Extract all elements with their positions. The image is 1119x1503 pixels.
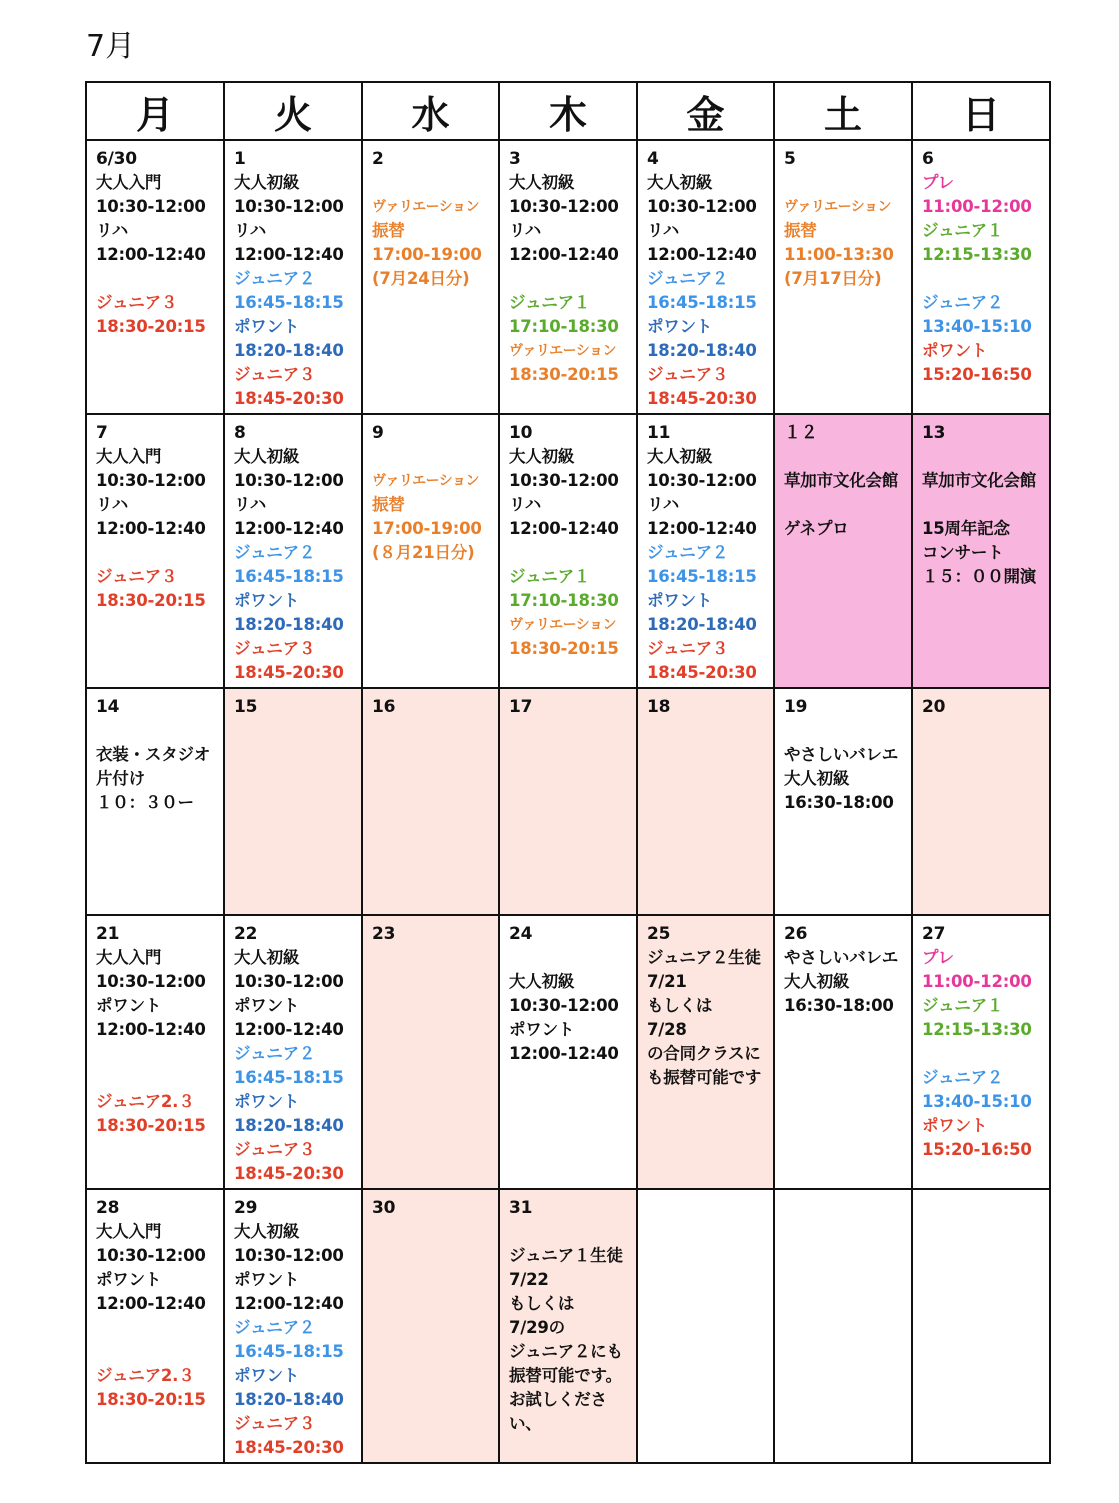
day-number: 2 [372, 149, 384, 169]
schedule-line: お試しくださ [509, 1390, 607, 1409]
schedule-line: 13:40-15:10 [922, 317, 1032, 336]
schedule-line: 15周年記念 [922, 519, 1010, 538]
schedule-line: ポワント [96, 1270, 162, 1289]
day-number: 20 [922, 697, 946, 717]
schedule-line: ポワント [234, 1092, 300, 1111]
schedule-line: 大人初級 [509, 173, 575, 192]
schedule-line: 16:45-18:15 [647, 293, 757, 312]
day-number: 7 [96, 423, 108, 443]
schedule-line: ポワント [509, 1020, 575, 1039]
schedule-line: ジュニア２生徒 [647, 948, 761, 967]
schedule-line: ジュニア１ [922, 221, 1004, 240]
schedule-line: 10:30-12:00 [234, 197, 344, 216]
day-cell [86, 140, 224, 414]
schedule-line: ジュニア２ [647, 269, 729, 288]
schedule-line: 大人入門 [96, 948, 162, 967]
day-number: 31 [509, 1198, 533, 1218]
schedule-line: 18:45-20:30 [234, 389, 344, 408]
day-cell [912, 915, 1050, 1189]
day-cell [499, 688, 637, 915]
schedule-line: １５：００開演 [922, 567, 1037, 586]
day-number: 19 [784, 697, 808, 717]
schedule-line: (7月17日分) [784, 269, 882, 288]
schedule-line: ジュニア３ [234, 1140, 316, 1159]
schedule-line: 18:45-20:30 [234, 663, 344, 682]
schedule-line: ジュニア１ [509, 567, 591, 586]
schedule-line: １０：３０ー [96, 793, 194, 812]
schedule-line [372, 445, 498, 469]
schedule-line: 7/28 [647, 1020, 687, 1039]
day-cell [637, 1189, 774, 1463]
schedule-line: 振替 [784, 221, 817, 240]
day-cell [224, 140, 362, 414]
schedule-line: ジュニア2.３ [96, 1092, 195, 1111]
schedule-line: 大人入門 [96, 173, 162, 192]
schedule-line: ヴァリエーション [509, 617, 617, 633]
schedule-line: ジュニア３ [96, 293, 178, 312]
day-number: 18 [647, 697, 671, 717]
schedule-line: 大人初級 [234, 948, 300, 967]
schedule-line: 15:20-16:50 [922, 365, 1032, 384]
schedule-line: 12:00-12:40 [647, 519, 757, 538]
schedule-line: 大人初級 [784, 769, 850, 788]
schedule-line: 10:30-12:00 [647, 471, 757, 490]
day-number: 28 [96, 1198, 120, 1218]
schedule-line: もしくは [509, 1294, 575, 1313]
schedule-line: ジュニア２ [234, 543, 316, 562]
day-number: 15 [234, 697, 258, 717]
day-cell [912, 1189, 1050, 1463]
day-cell [224, 915, 362, 1189]
schedule-line: 大人初級 [509, 447, 575, 466]
day-number [647, 1196, 773, 1220]
day-number: 8 [234, 423, 246, 443]
schedule-line: 7/29の [509, 1318, 565, 1337]
schedule-line: 12:00-12:40 [234, 1294, 344, 1313]
schedule-line: 大人初級 [234, 173, 300, 192]
schedule-line: 10:30-12:00 [509, 471, 619, 490]
schedule-line: ジュニア２ [234, 1318, 316, 1337]
day-cell [637, 915, 774, 1189]
schedule-line: 10:30-12:00 [234, 471, 344, 490]
schedule-line: ジュニア２ [647, 543, 729, 562]
schedule-line: ジュニア３ [234, 1414, 316, 1433]
day-number [922, 1196, 1049, 1220]
day-cell [912, 140, 1050, 414]
schedule-line: 18:20-18:40 [647, 341, 757, 360]
schedule-line [96, 1066, 223, 1090]
day-number: 21 [96, 924, 120, 944]
day-number: 24 [509, 924, 533, 944]
weekday-header: 金 [637, 82, 774, 140]
schedule-line [96, 267, 223, 291]
weekday-header: 水 [362, 82, 499, 140]
schedule-line: 16:30-18:00 [784, 793, 894, 812]
day-number: 26 [784, 924, 808, 944]
schedule-line: プレ [922, 948, 954, 967]
schedule-line: 12:00-12:40 [509, 519, 619, 538]
schedule-line: 18:30-20:15 [96, 591, 206, 610]
schedule-line: 11:00-12:00 [922, 972, 1032, 991]
schedule-line: ヴァリエーション [372, 199, 480, 215]
schedule-line: ジュニア３ [647, 639, 729, 658]
day-cell [86, 915, 224, 1189]
schedule-line: 18:20-18:40 [234, 341, 344, 360]
day-number: 5 [784, 149, 796, 169]
weekday-header: 土 [774, 82, 912, 140]
schedule-line: 10:30-12:00 [96, 1246, 206, 1265]
schedule-line: 18:30-20:15 [96, 1116, 206, 1135]
schedule-line: 10:30-12:00 [96, 471, 206, 490]
day-cell [362, 688, 499, 915]
week-row [86, 915, 1050, 1189]
weekday-header: 火 [224, 82, 362, 140]
schedule-line: 大人入門 [96, 1222, 162, 1241]
schedule-line [509, 267, 636, 291]
month-title: 7月 [86, 29, 136, 64]
schedule-line: 12:00-12:40 [96, 1294, 206, 1313]
week-row [86, 688, 1050, 915]
week-row [86, 414, 1050, 688]
schedule-line: やさしいバレエ [784, 745, 899, 764]
weekday-header: 木 [499, 82, 637, 140]
schedule-line: ジュニア１ [509, 293, 591, 312]
schedule-line [784, 719, 911, 743]
day-cell [637, 688, 774, 915]
schedule-line: 7/21 [647, 972, 687, 991]
schedule-line: の合同クラスに [647, 1044, 761, 1063]
day-cell [637, 414, 774, 688]
schedule-line: ジュニア２にも [509, 1342, 623, 1361]
day-number: １２ [784, 423, 818, 443]
day-cell [774, 1189, 912, 1463]
schedule-line [922, 445, 1049, 469]
schedule-line: 18:20-18:40 [647, 615, 757, 634]
schedule-line: 大人初級 [509, 972, 575, 991]
day-number: 30 [372, 1198, 396, 1218]
schedule-line: リハ [647, 495, 680, 514]
schedule-line: ジュニア２ [234, 269, 316, 288]
day-number: 6/30 [96, 149, 137, 169]
day-number: 23 [372, 924, 396, 944]
schedule-line [96, 1340, 223, 1364]
schedule-line: リハ [509, 221, 542, 240]
day-number: 27 [922, 924, 946, 944]
day-cell [499, 1189, 637, 1463]
schedule-line: 18:45-20:30 [234, 1438, 344, 1457]
day-cell [86, 1189, 224, 1463]
schedule-line: 18:20-18:40 [234, 615, 344, 634]
schedule-line: ポワント [922, 341, 988, 360]
schedule-line: 大人入門 [96, 447, 162, 466]
schedule-line: ヴァリエーション [509, 343, 617, 359]
schedule-line: 10:30-12:00 [234, 1246, 344, 1265]
schedule-line [784, 493, 911, 517]
schedule-line [922, 1042, 1049, 1066]
schedule-line: リハ [509, 495, 542, 514]
day-cell [499, 140, 637, 414]
schedule-line: 振替 [372, 495, 405, 514]
schedule-line: リハ [234, 221, 267, 240]
schedule-line: もしくは [647, 996, 713, 1015]
schedule-line: 10:30-12:00 [647, 197, 757, 216]
schedule-line: 10:30-12:00 [96, 972, 206, 991]
day-number [784, 1196, 911, 1220]
weekday-header: 月 [86, 82, 224, 140]
schedule-line: ジュニア２ [922, 1068, 1004, 1087]
schedule-line [509, 541, 636, 565]
schedule-line: 12:00-12:40 [234, 1020, 344, 1039]
day-number: 13 [922, 423, 946, 443]
schedule-line: 大人初級 [234, 447, 300, 466]
day-number: 1 [234, 149, 246, 169]
day-cell [774, 414, 912, 688]
day-number: 17 [509, 697, 533, 717]
schedule-line: (7月24日分) [372, 269, 470, 288]
schedule-line: 12:00-12:40 [234, 245, 344, 264]
week-row [86, 140, 1050, 414]
day-number: 4 [647, 149, 659, 169]
schedule-line: ジュニア３ [234, 365, 316, 384]
schedule-line: い、 [509, 1414, 542, 1433]
schedule-line: 16:45-18:15 [234, 1068, 344, 1087]
day-number: 29 [234, 1198, 258, 1218]
schedule-line: 草加市文化会館 [922, 471, 1037, 490]
schedule-line: ポワント [234, 1366, 300, 1385]
schedule-line: ヴァリエーション [784, 199, 892, 215]
day-number: 9 [372, 423, 384, 443]
day-cell [499, 414, 637, 688]
schedule-line: 草加市文化会館 [784, 471, 899, 490]
schedule-line: リハ [96, 495, 129, 514]
schedule-line: ポワント [647, 591, 713, 610]
schedule-line: 12:00-12:40 [647, 245, 757, 264]
day-number: 22 [234, 924, 258, 944]
schedule-line: ジュニア2.３ [96, 1366, 195, 1385]
schedule-line: 17:10-18:30 [509, 591, 619, 610]
day-cell [224, 1189, 362, 1463]
calendar-table [85, 81, 1051, 1464]
schedule-line: 12:00-12:40 [96, 245, 206, 264]
schedule-line [922, 267, 1049, 291]
day-cell [224, 414, 362, 688]
schedule-line: 18:30-20:15 [96, 317, 206, 336]
schedule-line: 12:00-12:40 [96, 519, 206, 538]
weekday-header-row [86, 82, 1050, 140]
day-cell [774, 688, 912, 915]
schedule-line: 12:00-12:40 [509, 1044, 619, 1063]
weekday-header: 日 [912, 82, 1050, 140]
schedule-line: 15:20-16:50 [922, 1140, 1032, 1159]
schedule-line: 17:10-18:30 [509, 317, 619, 336]
day-number: 10 [509, 423, 533, 443]
schedule-line: (８月21日分) [372, 543, 475, 562]
schedule-line: 衣装・スタジオ [96, 745, 211, 764]
schedule-line: 16:45-18:15 [234, 567, 344, 586]
schedule-line: 10:30-12:00 [509, 996, 619, 1015]
day-number: 16 [372, 697, 396, 717]
schedule-line: 大人初級 [234, 1222, 300, 1241]
schedule-line: 12:00-12:40 [96, 1020, 206, 1039]
schedule-line: ポワント [647, 317, 713, 336]
schedule-line: 16:30-18:00 [784, 996, 894, 1015]
day-number: 14 [96, 697, 120, 717]
day-cell [499, 915, 637, 1189]
schedule-line: 12:00-12:40 [509, 245, 619, 264]
schedule-line: 大人初級 [647, 447, 713, 466]
day-cell [362, 414, 499, 688]
schedule-line: 振替 [372, 221, 405, 240]
schedule-line: 18:45-20:30 [647, 663, 757, 682]
day-cell [362, 915, 499, 1189]
schedule-line: 12:00-12:40 [234, 519, 344, 538]
schedule-line: 18:30-20:15 [509, 365, 619, 384]
schedule-line: 7/22 [509, 1270, 549, 1289]
schedule-line: リハ [96, 221, 129, 240]
schedule-line: 16:45-18:15 [234, 1342, 344, 1361]
schedule-line: 17:00-19:00 [372, 519, 482, 538]
schedule-line [372, 171, 498, 195]
schedule-line: 11:00-12:00 [922, 197, 1032, 216]
day-cell [912, 688, 1050, 915]
schedule-line: ジュニア２ [922, 293, 1004, 312]
day-cell [224, 688, 362, 915]
schedule-line: 17:00-19:00 [372, 245, 482, 264]
schedule-line [922, 493, 1049, 517]
day-cell [86, 688, 224, 915]
day-cell [912, 414, 1050, 688]
schedule-line: ジュニア１ [922, 996, 1004, 1015]
schedule-line: も振替可能です [647, 1068, 762, 1087]
day-number: 11 [647, 423, 671, 443]
schedule-line: 12:15-13:30 [922, 245, 1032, 264]
day-cell [774, 915, 912, 1189]
schedule-line: 10:30-12:00 [509, 197, 619, 216]
schedule-line: 10:30-12:00 [96, 197, 206, 216]
schedule-line: 18:20-18:40 [234, 1116, 344, 1135]
schedule-line: 11:00-13:30 [784, 245, 894, 264]
schedule-line: ゲネプロ [784, 519, 849, 538]
day-cell [774, 140, 912, 414]
schedule-line: ジュニア２ [234, 1044, 316, 1063]
day-number: 6 [922, 149, 934, 169]
schedule-line: 18:45-20:30 [234, 1164, 344, 1183]
day-cell [362, 140, 499, 414]
schedule-line: 18:30-20:15 [96, 1390, 206, 1409]
schedule-line: コンサート [922, 543, 1004, 562]
schedule-line: 13:40-15:10 [922, 1092, 1032, 1111]
schedule-line: リハ [647, 221, 680, 240]
schedule-line: 大人初級 [647, 173, 713, 192]
schedule-line: ジュニア３ [234, 639, 316, 658]
schedule-line: 振替可能です。 [509, 1366, 622, 1385]
schedule-line: ポワント [234, 317, 300, 336]
schedule-line [96, 1316, 223, 1340]
schedule-line [784, 171, 911, 195]
schedule-line: ポワント [234, 1270, 300, 1289]
schedule-line: 大人初級 [784, 972, 850, 991]
schedule-line [509, 946, 636, 970]
schedule-line: やさしいバレエ [784, 948, 899, 967]
schedule-line: ポワント [234, 996, 300, 1015]
schedule-line: ヴァリエーション [372, 473, 480, 489]
day-number: 3 [509, 149, 521, 169]
schedule-line: 18:20-18:40 [234, 1390, 344, 1409]
schedule-line: 18:45-20:30 [647, 389, 757, 408]
schedule-line: 16:45-18:15 [647, 567, 757, 586]
schedule-line: ジュニア３ [647, 365, 729, 384]
schedule-line: プレ [922, 173, 954, 192]
schedule-line: リハ [234, 495, 267, 514]
schedule-line: ポワント [234, 591, 300, 610]
day-cell [637, 140, 774, 414]
schedule-line: 12:15-13:30 [922, 1020, 1032, 1039]
schedule-line: 10:30-12:00 [234, 972, 344, 991]
schedule-line [509, 1220, 636, 1244]
schedule-line: ポワント [922, 1116, 988, 1135]
week-row [86, 1189, 1050, 1463]
day-number: 25 [647, 924, 671, 944]
schedule-line: 片付け [96, 769, 145, 788]
schedule-line [96, 1042, 223, 1066]
day-cell [86, 414, 224, 688]
schedule-line [96, 719, 223, 743]
schedule-line [784, 445, 911, 469]
schedule-line: 18:30-20:15 [509, 639, 619, 658]
schedule-line [96, 541, 223, 565]
schedule-line: ジュニア１生徒 [509, 1246, 623, 1265]
schedule-line: ポワント [96, 996, 162, 1015]
schedule-line: ジュニア３ [96, 567, 178, 586]
day-cell [362, 1189, 499, 1463]
schedule-line: 16:45-18:15 [234, 293, 344, 312]
